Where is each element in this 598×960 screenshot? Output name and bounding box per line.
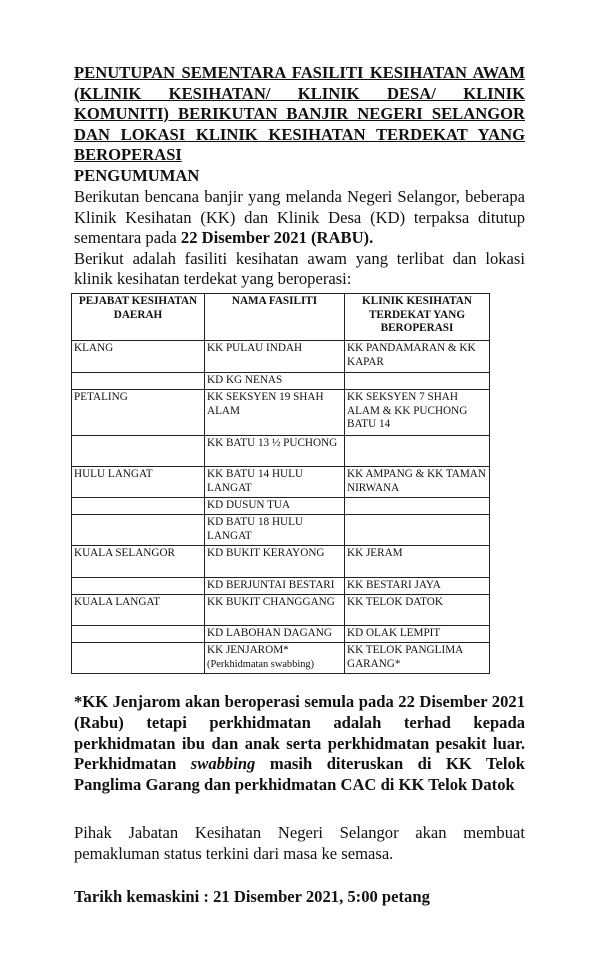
facility-cell: KK PULAU INDAH (205, 341, 345, 373)
table-row (72, 546, 490, 578)
facility-cell: KK BATU 14 HULU LANGAT (205, 467, 345, 498)
district-cell (72, 498, 205, 515)
table-row (72, 595, 490, 626)
table-row (72, 341, 490, 373)
facility-cell (205, 643, 345, 674)
section-heading: PENGUMUMAN (74, 166, 200, 185)
facility-cell: KD BATU 18 HULU LANGAT (205, 515, 345, 546)
facility-note: (Perkhidmatan swabbing) (207, 658, 315, 670)
last-updated: Tarikh kemaskini : 21 Disember 2021, 5:00 petang (74, 887, 430, 906)
district-cell (72, 626, 205, 643)
table-row (72, 390, 490, 436)
table-row (72, 373, 490, 390)
facility-cell: KD DUSUN TUA (205, 498, 345, 515)
footnote-text-2: masih diteruskan di KK Telok Panglima Garang dan perkhidmatan CAC di KK Telok Datok (74, 754, 526, 795)
facility-cell: KK BUKIT CHANGGANG (205, 595, 345, 626)
table-row (72, 436, 490, 467)
district-cell (72, 373, 205, 390)
table-row (72, 467, 490, 498)
intro-paragraph (74, 187, 525, 290)
facility-cell: KD KG NENAS (205, 373, 345, 390)
district-cell: KUALA SELANGOR (72, 546, 205, 578)
table-row (72, 643, 490, 674)
facilities-table (71, 293, 490, 674)
header-facility: NAMA FASILITI (205, 294, 345, 341)
intro-text-1: Berikutan bencana banjir yang melanda Negeri Selangor, beberapa Klinik Kesihatan (KK) dan Klinik Desa (KD) terpaksa ditutup sementara pada (74, 187, 525, 247)
district-cell (72, 515, 205, 546)
nearest-clinic-cell: KK SEKSYEN 7 SHAH ALAM & KK PUCHONG BATU 14 (345, 390, 490, 436)
facility-cell: KK SEKSYEN 19 SHAH ALAM (205, 390, 345, 436)
nearest-clinic-cell: KK TELOK DATOK (345, 595, 490, 626)
district-cell: KUALA LANGAT (72, 595, 205, 626)
nearest-clinic-cell: KD OLAK LEMPIT (345, 626, 490, 643)
table-row (72, 515, 490, 546)
footnote-text-1: *KK Jenjarom akan beroperasi semula pada 22 Disember 2021 (Rabu) tetapi perkhidmatan adalah terhad kepada perkhidmatan ibu dan anak serta perkhidmatan pesakit luar. Perkhidmatan (74, 692, 525, 774)
nearest-clinic-cell: KK BESTARI JAYA (345, 578, 490, 595)
footnote-italic: swabbing (190, 754, 256, 774)
district-cell: KLANG (72, 341, 205, 373)
facility-name: KK JENJAROM* (207, 644, 289, 656)
intro-text-2: Berikut adalah fasiliti kesihatan awam yang terlibat dan lokasi klinik kesihatan terdekat yang beroperasi: (74, 248, 525, 288)
intro-date: 22 Disember 2021 (RABU). (180, 228, 374, 247)
table-row (72, 498, 490, 515)
district-cell (72, 436, 205, 467)
facility-cell: KD LABOHAN DAGANG (205, 626, 345, 643)
facility-cell: KD BUKIT KERAYONG (205, 546, 345, 578)
followup-paragraph: Pihak Jabatan Kesihatan Negeri Selangor akan membuat pemakluman status terkini dari masa ke semasa. (74, 823, 525, 863)
nearest-clinic-cell (345, 436, 490, 467)
nearest-clinic-cell: KK JERAM (345, 546, 490, 578)
nearest-clinic-cell (345, 373, 490, 390)
table-row (72, 626, 490, 643)
header-district: PEJABAT KESIHATAN DAERAH (72, 294, 205, 341)
header-nearest-clinic: KLINIK KESIHATAN TERDEKAT YANG BEROPERASI (345, 294, 490, 341)
footnote-paragraph (74, 692, 525, 796)
facility-cell: KK BATU 13 ½ PUCHONG (205, 436, 345, 467)
table-row (72, 578, 490, 595)
facility-cell: KD BERJUNTAI BESTARI (205, 578, 345, 595)
page-title: PENUTUPAN SEMENTARA FASILITI KESIHATAN AWAM (KLINIK KESIHATAN/ KLINIK DESA/ KLINIK KOMUNITI) BERIKUTAN BANJIR NEGERI SELANGOR DAN LOKASI KLINIK KESIHATAN TERDEKAT YANG BEROPERASI (74, 63, 525, 164)
district-cell: PETALING (72, 390, 205, 436)
district-cell (72, 643, 205, 674)
nearest-clinic-cell: KK AMPANG & KK TAMAN NIRWANA (345, 467, 490, 498)
nearest-clinic-cell (345, 515, 490, 546)
table-header-row (72, 294, 490, 341)
nearest-clinic-cell: KK TELOK PANGLIMA GARANG* (345, 643, 490, 674)
district-cell (72, 578, 205, 595)
district-cell: HULU LANGAT (72, 467, 205, 498)
nearest-clinic-cell: KK PANDAMARAN & KK KAPAR (345, 341, 490, 373)
nearest-clinic-cell (345, 498, 490, 515)
